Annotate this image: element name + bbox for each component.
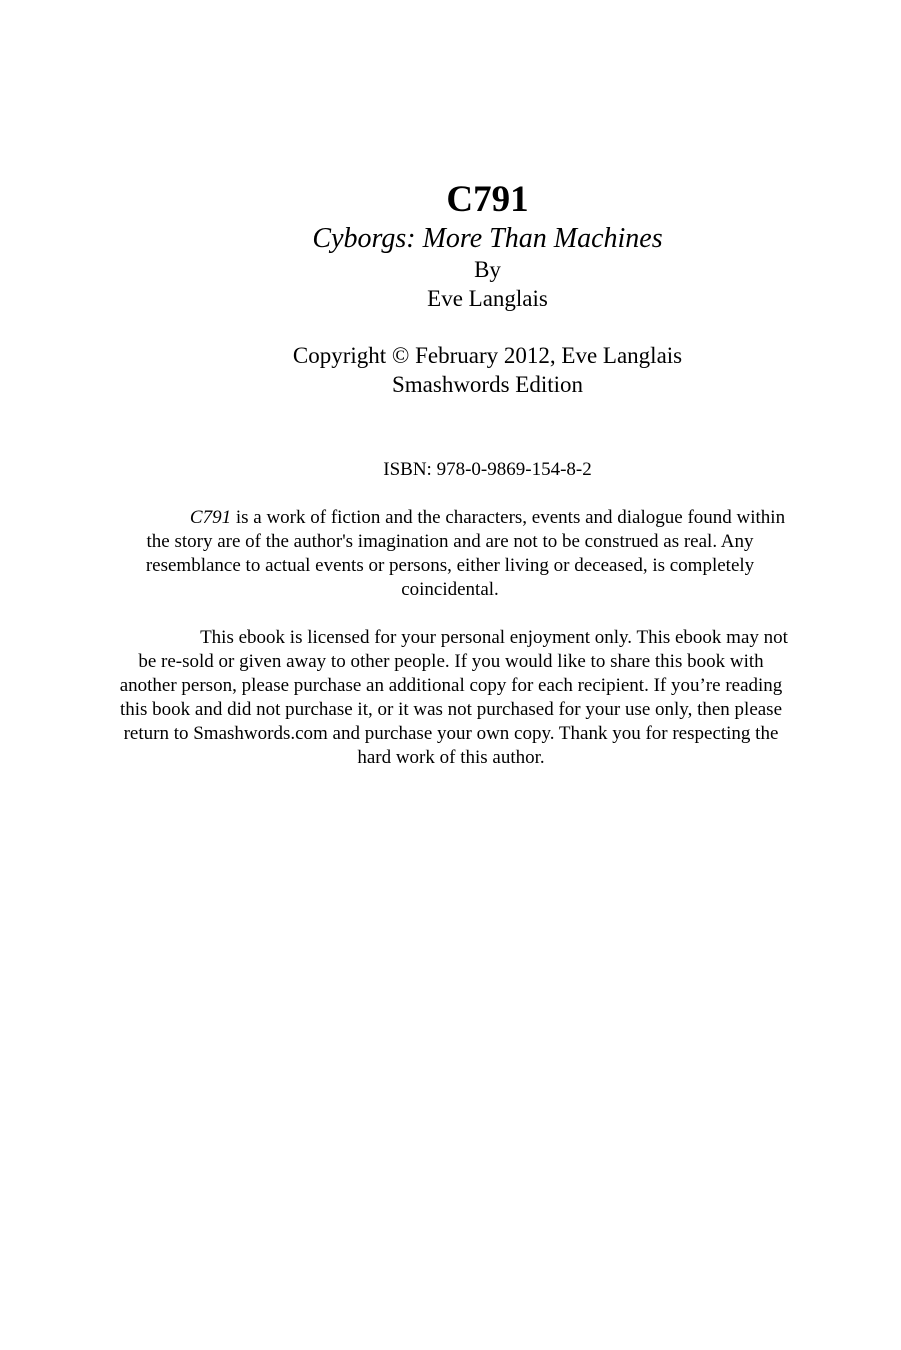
by-label: By	[474, 257, 501, 282]
fiction-disclaimer	[114, 506, 786, 602]
copyright-line: Copyright © February 2012, Eve Langlais	[292, 343, 683, 368]
book-title: C791	[446, 179, 529, 220]
license-text: This ebook is licensed for your personal enjoyment only. This ebook may not be re-sold or given away to other people. If you would like to share this book with another person, please purchase an additional copy for each recipient. If you’re reading this book and did not purchase it, or it was not purchased for your use only, then please return to Smashwords.com and purchase your own copy. Thank you for respecting the hard work of this author.	[119, 627, 788, 768]
disclaimer-text: is a work of fiction and the characters, events and dialogue found within the story are of the author's imagination and are not to be construed as real. Any resemblance to actual events or persons, either living or deceased, is completely coincidental.	[145, 507, 786, 600]
book-subtitle: Cyborgs: More Than Machines	[312, 223, 663, 254]
license-notice	[112, 626, 790, 770]
edition-line: Smashwords Edition	[391, 372, 584, 397]
author-name: Eve Langlais	[427, 286, 548, 311]
disclaimer-title-ref: C791	[189, 507, 232, 528]
isbn-line: ISBN: 978-0-9869-154-8-2	[383, 459, 592, 480]
